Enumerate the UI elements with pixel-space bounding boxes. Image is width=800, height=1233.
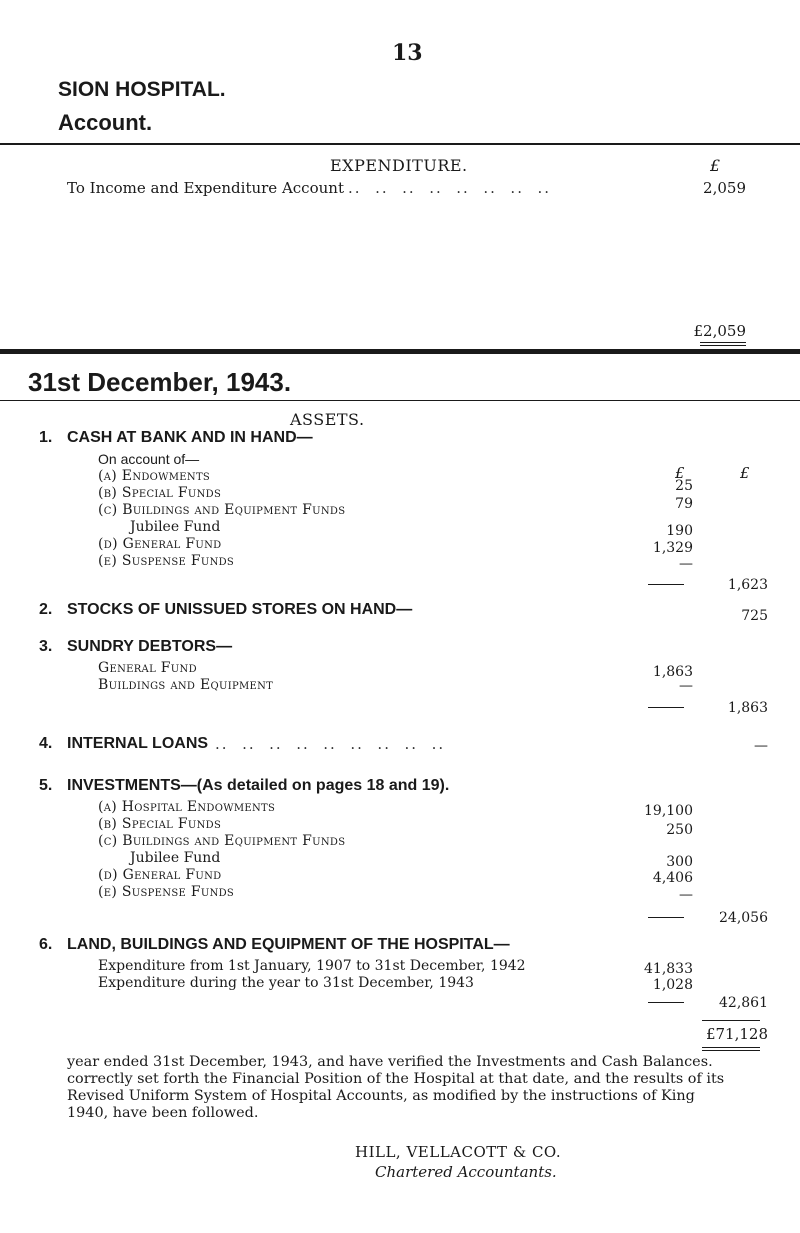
double-underline — [702, 1050, 760, 1051]
expenditure-row-label: To Income and Expenditure Account — [67, 179, 344, 197]
line-item-value: 1,329 — [652, 540, 693, 556]
line-item-label: (a) Hospital Endowments — [98, 799, 276, 815]
auditor-role: Chartered Accountants. — [375, 1163, 557, 1181]
currency-label: £ — [740, 464, 750, 482]
section-number: 6. — [39, 936, 53, 953]
hospital-name: SION HOSPITAL. — [58, 78, 226, 101]
total-rule — [702, 1020, 760, 1021]
double-underline — [700, 345, 746, 346]
line-item-value: 19,100 — [644, 803, 693, 819]
line-item-value: 1,863 — [652, 664, 693, 680]
line-item-label: Jubilee Fund — [130, 519, 221, 535]
subtotal-rule — [648, 584, 684, 585]
leader-dots: .. .. .. .. .. .. .. .. — [348, 179, 552, 197]
line-item-label: (b) Special Funds — [98, 485, 222, 501]
line-item-label: (c) Buildings and Equipment Funds — [98, 833, 346, 849]
certificate-line: correctly set forth the Financial Position of the Hospital at that date, and the results of its — [67, 1071, 725, 1087]
line-item-value: 1,028 — [652, 977, 693, 993]
subtotal-rule — [648, 917, 684, 918]
currency-label: £ — [710, 156, 721, 175]
assets-heading: ASSETS. — [290, 410, 365, 429]
section-total: 24,056 — [719, 910, 768, 926]
line-item-label: (d) General Fund — [98, 867, 222, 883]
expenditure-total: £2,059 — [693, 322, 746, 340]
account-title: Account. — [58, 110, 153, 135]
section-total: — — [754, 738, 768, 754]
line-item-value: 4,406 — [652, 870, 693, 886]
line-item-value: 190 — [666, 523, 693, 539]
line-item-label: General Fund — [98, 660, 197, 676]
certificate-line: 1940, have been followed. — [67, 1105, 259, 1121]
currency-label: £ — [675, 464, 685, 482]
page-number: 13 — [392, 40, 423, 66]
subtotal-rule — [648, 1002, 684, 1003]
section-number: 3. — [39, 638, 53, 655]
double-underline — [700, 342, 746, 343]
date-heading: 31st December, 1943. — [28, 367, 292, 397]
line-item-label: Buildings and Equipment — [98, 677, 274, 693]
line-item-label: (b) Special Funds — [98, 816, 222, 832]
section-number: 1. — [39, 429, 53, 446]
section-title: INTERNAL LOANS — [67, 735, 209, 752]
heavy-rule — [0, 349, 800, 354]
section-total: 42,861 — [719, 995, 768, 1011]
subtotal-rule — [648, 707, 684, 708]
auditor-firm: HILL, VELLACOTT & CO. — [355, 1143, 562, 1161]
section-number: 5. — [39, 777, 53, 794]
section-title: LAND, BUILDINGS AND EQUIPMENT OF THE HOSPITAL— — [67, 936, 510, 953]
line-item-value: 41,833 — [644, 961, 693, 977]
section-total: 1,863 — [727, 700, 768, 716]
section-subtitle: On account of— — [98, 451, 200, 467]
line-item-label: Jubilee Fund — [130, 850, 221, 866]
grand-total: £71,128 — [705, 1025, 768, 1043]
line-item-value: 300 — [666, 854, 693, 870]
line-item-value: — — [679, 887, 693, 903]
section-number: 4. — [39, 735, 53, 752]
line-item-value: 250 — [666, 822, 693, 838]
section-title: INVESTMENTS—(As detailed on pages 18 and 19). — [67, 777, 450, 794]
certificate-line: year ended 31st December, 1943, and have verified the Investments and Cash Balances. — [67, 1054, 713, 1070]
certificate-line: Revised Uniform System of Hospital Accounts, as modified by the instructions of King — [67, 1088, 695, 1104]
section-total: 725 — [741, 608, 768, 624]
top-rule — [0, 143, 800, 145]
line-item-label: Expenditure during the year to 31st December, 1943 — [98, 975, 474, 991]
line-item-label: (e) Suspense Funds — [98, 553, 235, 569]
line-item-value: — — [679, 678, 693, 694]
line-item-value: 79 — [675, 496, 693, 512]
expenditure-heading: EXPENDITURE. — [330, 156, 468, 175]
section-title: CASH AT BANK AND IN HAND— — [67, 429, 313, 446]
line-item-label: (c) Buildings and Equipment Funds — [98, 502, 346, 518]
line-item-label: (a) Endowments — [98, 468, 211, 484]
leader-dots: .. .. .. .. .. .. .. .. .. — [215, 735, 446, 753]
section-title: SUNDRY DEBTORS— — [67, 638, 233, 655]
expenditure-row-amount: 2,059 — [703, 179, 746, 197]
thin-rule — [0, 400, 800, 401]
double-underline — [702, 1047, 760, 1048]
section-title: STOCKS OF UNISSUED STORES ON HAND— — [67, 601, 413, 618]
line-item-label: Expenditure from 1st January, 1907 to 31st December, 1942 — [98, 958, 526, 974]
line-item-label: (e) Suspense Funds — [98, 884, 235, 900]
line-item-label: (d) General Fund — [98, 536, 222, 552]
section-number: 2. — [39, 601, 53, 618]
section-total: 1,623 — [727, 577, 768, 593]
line-item-value: 25 — [675, 478, 693, 494]
line-item-value: — — [679, 556, 693, 572]
